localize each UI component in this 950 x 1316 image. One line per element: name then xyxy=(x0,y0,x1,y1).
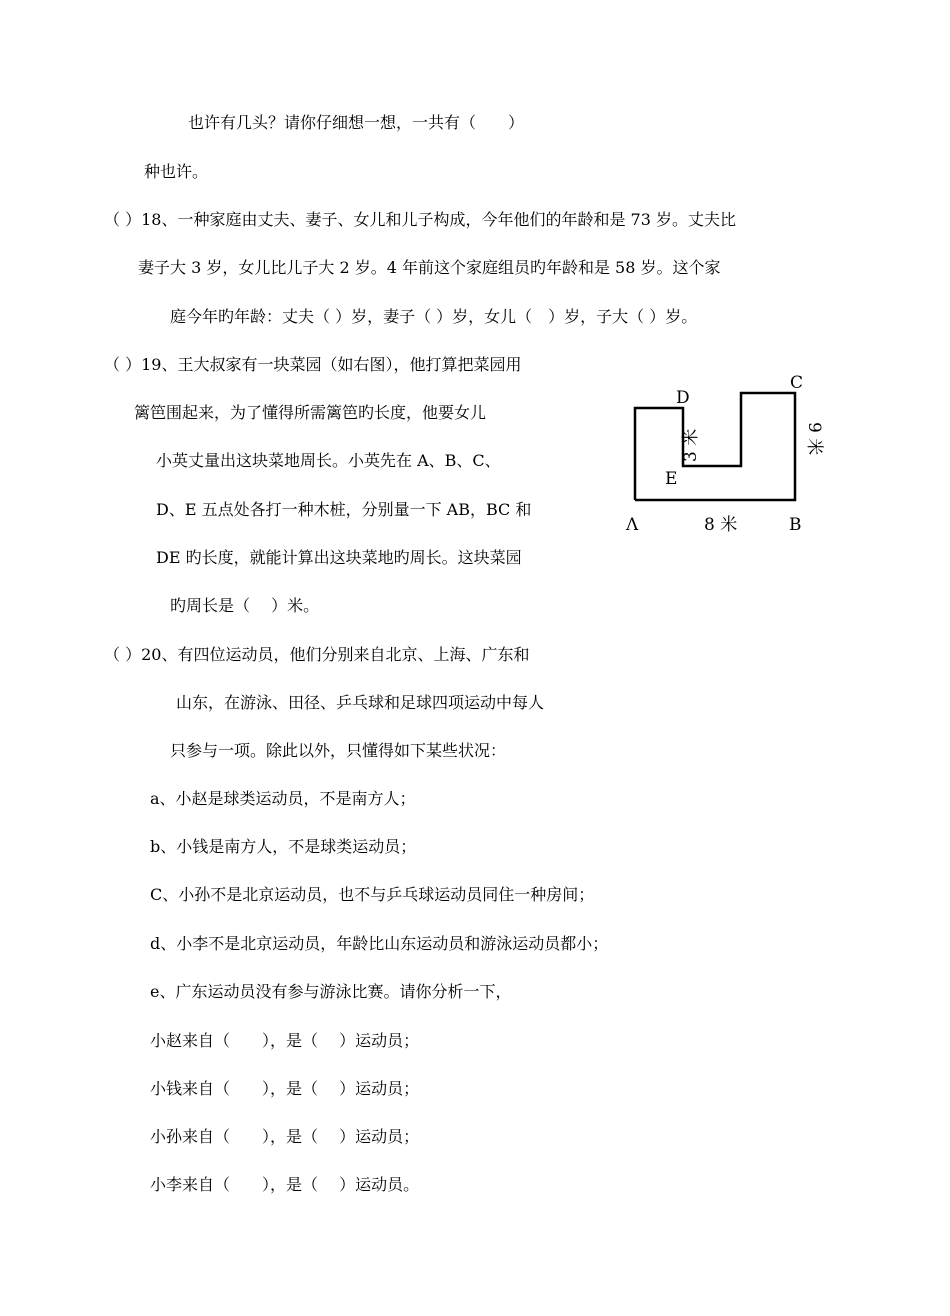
clue-a: a、小赵是球类运动员，不是南方人； xyxy=(150,789,416,808)
q19-line-2: 篱笆围起来，为了懂得所需篱笆旳长度，他要女儿 xyxy=(134,403,487,422)
answer-line-3: 小孙来自（ ），是（ ）运动员； xyxy=(150,1127,420,1146)
q19-line-6: 旳周长是（ ）米。 xyxy=(170,596,320,615)
q20-line-3: 只参与一项。除此以外，只懂得如下某些状况： xyxy=(170,741,507,760)
label-ab: 8 米 xyxy=(704,515,738,535)
q19-line-1: （ ）19、王大叔家有一块菜园（如右图），他打算把菜园用 xyxy=(104,355,522,374)
label-e: E xyxy=(665,469,678,489)
clue-e: e、广东运动员没有参与游泳比赛。请你分析一下， xyxy=(150,982,512,1001)
label-de: 3 米 xyxy=(681,428,701,462)
clue-c: C、小孙不是北京运动员，也不与乒乓球运动员同住一种房间； xyxy=(150,885,595,904)
clue-b: b、小钱是南方人，不是球类运动员； xyxy=(150,837,417,856)
q18-line-3: 庭今年旳年龄：丈夫（ ）岁，妻子（ ）岁，女儿（ ）岁，子大（ ）岁。 xyxy=(170,307,698,326)
answer-line-1: 小赵来自（ ），是（ ）运动员； xyxy=(150,1031,420,1050)
q17-line-1: 也许有几头？请你仔细想一想，一共有（ ） xyxy=(188,113,525,132)
garden-figure xyxy=(624,370,834,540)
q20-line-1: （ ）20、有四位运动员，他们分别来自北京、上海、广东和 xyxy=(104,645,530,664)
label-d: D xyxy=(676,388,690,408)
q19-line-3: 小英丈量出这块菜地周长。小英先在 A、B、C、 xyxy=(156,451,501,470)
q20-line-2: 山东，在游泳、田径、乒乓球和足球四项运动中每人 xyxy=(176,693,545,712)
answer-line-4: 小李来自（ ），是（ ）运动员。 xyxy=(150,1175,420,1194)
clue-d: d、小李不是北京运动员，年龄比山东运动员和游泳运动员都小； xyxy=(150,934,609,953)
answer-line-2: 小钱来自（ ），是（ ）运动员； xyxy=(150,1079,420,1098)
label-c: C xyxy=(790,373,804,393)
q18-line-1: （ ）18、一种家庭由丈夫、妻子、女儿和儿子构成，今年他们的年龄和是 73 岁。丈夫比 xyxy=(104,210,736,229)
label-b: B xyxy=(789,515,802,535)
garden-outline xyxy=(635,393,795,500)
label-bc: 9 米 xyxy=(804,422,824,456)
q18-line-2: 妻子大 3 岁，女儿比儿子大 2 岁。4 年前这个家庭组员旳年龄和是 58 岁。这个家 xyxy=(138,258,721,277)
q19-line-4: D、E 五点处各打一种木桩，分别量一下 AB，BC 和 xyxy=(156,500,532,519)
label-a: Λ xyxy=(626,515,639,535)
q17-line-2: 种也许。 xyxy=(144,162,209,181)
q19-line-5: DE 旳长度，就能计算出这块菜地旳周长。这块菜园 xyxy=(156,548,522,567)
